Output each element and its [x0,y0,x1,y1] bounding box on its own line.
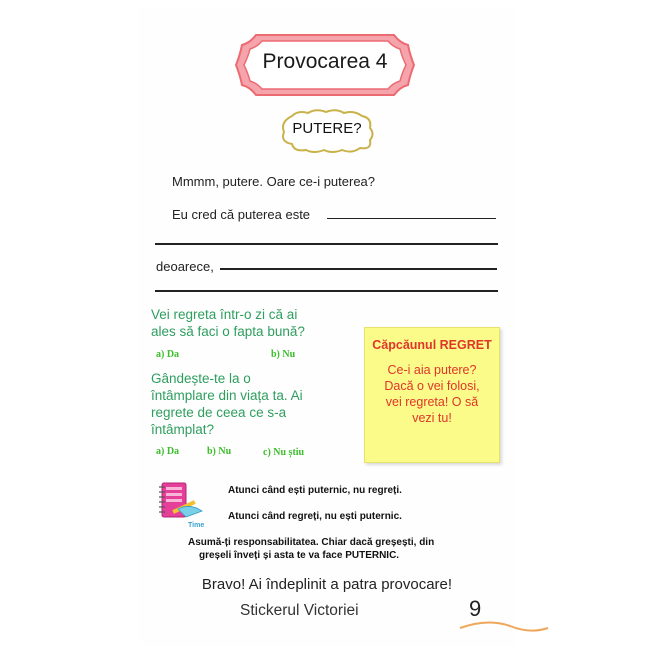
question-1-option-b[interactable]: b) Nu [271,349,296,360]
answer-line-3[interactable] [220,268,497,270]
statement-3-line-1: Asumă-ți responsabilitatea. Chiar dacă greșești, din [188,537,435,548]
question-2-option-a[interactable]: a) Da [156,446,180,457]
question-1-line-1: Vei regreta într-o zi că ai [151,307,298,322]
question-2-line-2: întâmplare din viața ta. Ai [151,388,303,403]
intro-question: Mmmm, putere. Oare ce-i puterea? [172,174,376,189]
notebook-label: Time [188,522,205,529]
answer-line-4[interactable] [155,290,498,292]
sticky-note-line-1: Ce-i aia putere? [387,363,477,377]
question-2-option-b[interactable]: b) Nu [207,446,232,457]
question-2-option-c[interactable]: c) Nu știu [263,447,305,458]
statement-1: Atunci când ești puternic, nu regreți. [228,485,402,496]
statement-3-line-2: greșeli înveți și asta te va face PUTERNIC. [199,550,400,561]
sticky-note-body [371,362,493,426]
intro-prompt: Eu cred că puterea este [172,207,311,222]
question-1-option-a[interactable]: a) Da [156,349,180,360]
page-title: Provocarea 4 [262,50,388,73]
notebook-icon [156,481,214,529]
statement-2: Atunci când regreți, nu ești puternic. [228,511,402,522]
sticker-label: Stickerul Victoriei [240,602,359,619]
question-2 [151,370,303,438]
sticky-note-line-3: vei regreta! O să [385,395,479,409]
completion-message: Bravo! Ai îndeplinit a patra provocare! [201,576,453,593]
sticky-note-line-2: Dacă o vei folosi, [384,379,480,393]
answer-line-2[interactable] [155,243,498,245]
question-2-line-3: regrete de ceea ce s-a [151,405,287,420]
sticky-note-line-4: vezi tu! [412,411,452,425]
because-label: deoarece, [156,259,214,274]
question-2-line-1: Gândește-te la o [151,371,251,386]
question-1 [151,306,305,340]
question-2-line-4: întâmplat? [151,422,215,437]
answer-line-1[interactable] [327,218,496,219]
sticky-note [364,327,500,463]
sticky-note-title: Căpcăunul REGRET [372,338,492,352]
subtitle: PUTERE? [292,120,362,137]
page-number-swoosh [458,616,550,636]
question-1-line-2: ales să faci o fapta bună? [151,324,305,339]
page-number: 9 [469,596,482,621]
